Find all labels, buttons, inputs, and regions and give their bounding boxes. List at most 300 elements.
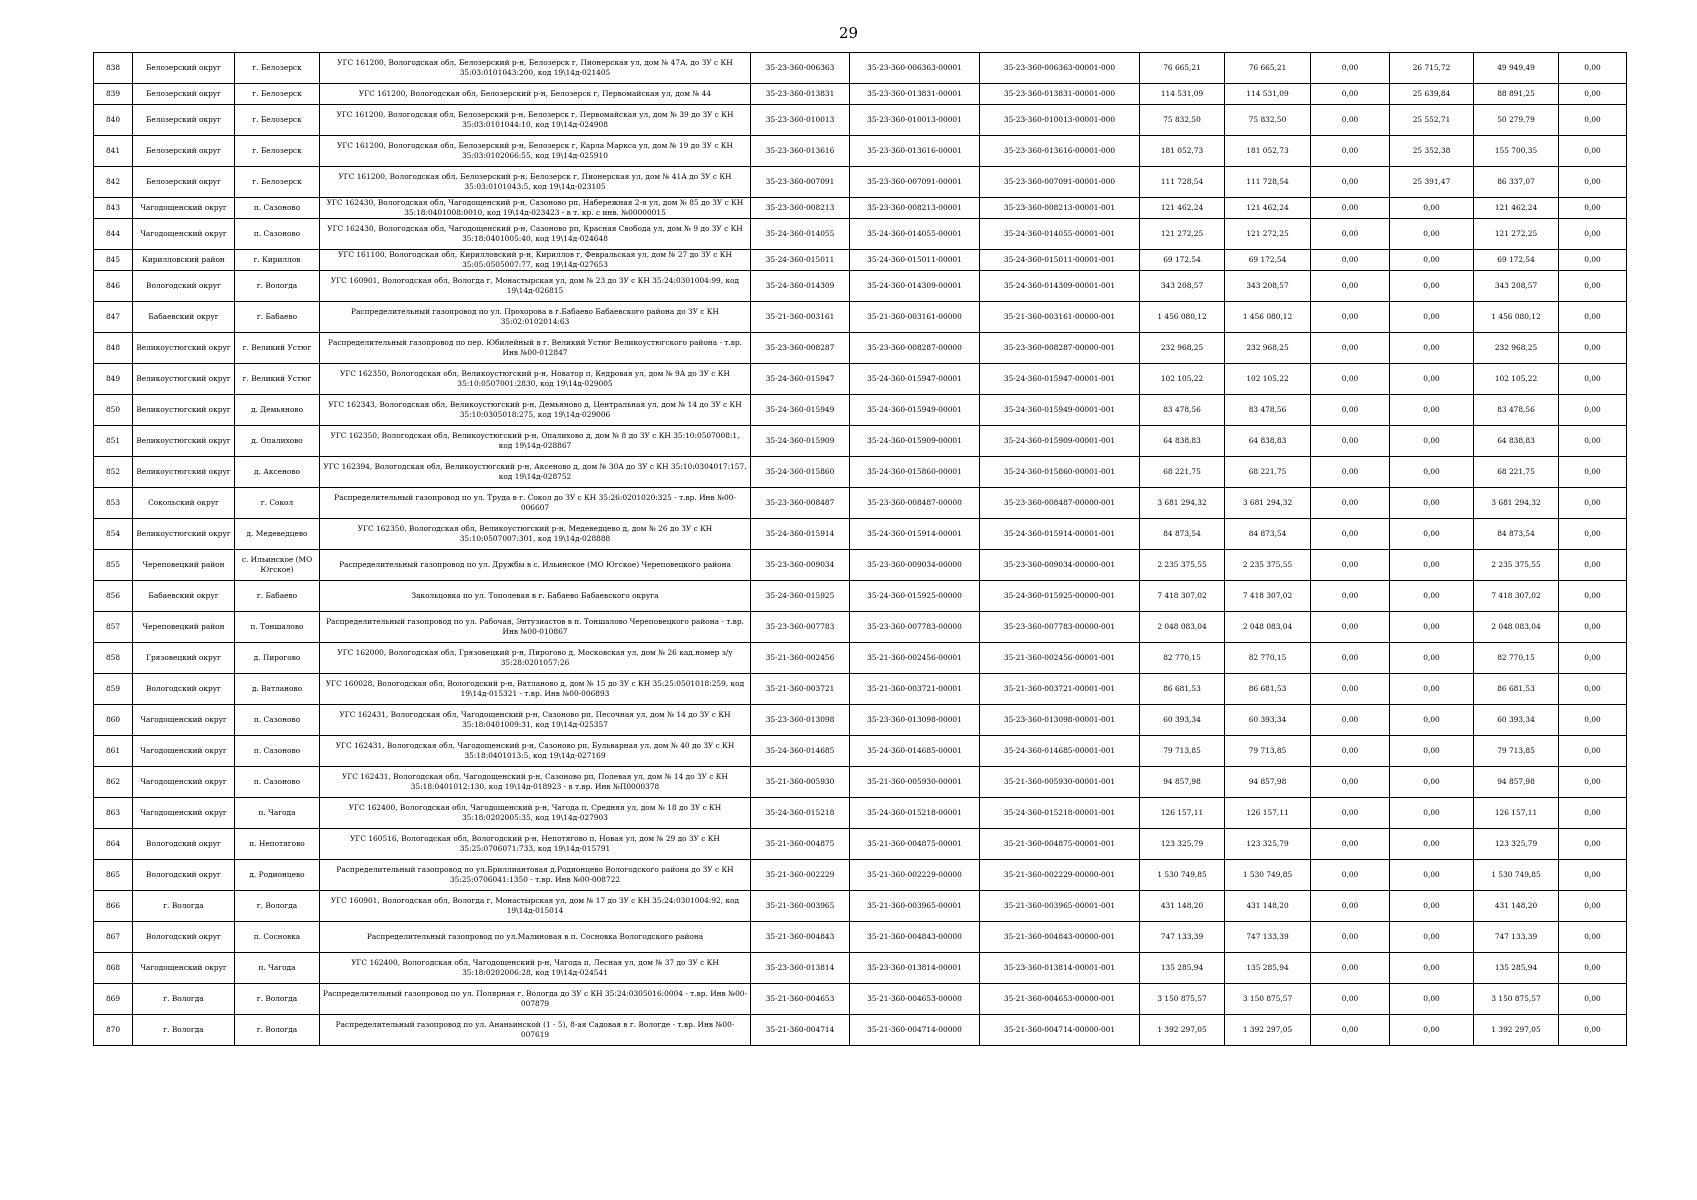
sub-object-code-cell: 35-24-360-015949-00001: [850, 395, 980, 426]
residual-value-cell: 232 968,25: [1474, 333, 1559, 364]
district-cell: Великоустюгский округ: [133, 333, 235, 364]
reserve-cell: 0,00: [1559, 891, 1627, 922]
item-code-cell: 35-24-360-015011-00001-001: [980, 250, 1140, 271]
reserve-cell: 0,00: [1559, 105, 1627, 136]
sub-object-code-cell: 35-23-360-007091-00001: [850, 167, 980, 198]
value-zero-cell: 0,00: [1311, 860, 1390, 891]
object-code-cell: 35-24-360-015860: [751, 457, 850, 488]
depreciation-cell: 0,00: [1390, 550, 1474, 581]
value-cell: 114 531,09: [1140, 84, 1225, 105]
residual-value-cell: 68 221,75: [1474, 457, 1559, 488]
value-cell: 1 392 297,05: [1140, 1015, 1225, 1046]
item-code-cell: 35-21-360-002229-00000-001: [980, 860, 1140, 891]
reserve-cell: 0,00: [1559, 612, 1627, 643]
reserve-cell: 0,00: [1559, 922, 1627, 953]
row-number-cell: 870: [94, 1015, 133, 1046]
address-cell: УГС 162431, Вологодская обл, Чагодощенский р-н, Сазоново рп, Песочная ул, дом № 14 до ЗУ с КН 35:18:0401009:31, код 19\14д-025357: [320, 705, 751, 736]
district-cell: Вологодский округ: [133, 922, 235, 953]
residual-value-cell: 431 148,20: [1474, 891, 1559, 922]
district-cell: Чагодощенский округ: [133, 798, 235, 829]
locality-cell: п. Сазоново: [235, 705, 320, 736]
object-code-cell: 35-23-360-007091: [751, 167, 850, 198]
item-code-cell: 35-24-360-015947-00001-001: [980, 364, 1140, 395]
depreciation-cell: 0,00: [1390, 984, 1474, 1015]
address-cell: Распределительный газопровод по ул. Дружбы в с. Ильинское (МО Югское) Череповецкого района: [320, 550, 751, 581]
sub-object-code-cell: 35-21-360-003721-00001: [850, 674, 980, 705]
district-cell: Бабаевский округ: [133, 302, 235, 333]
reserve-cell: 0,00: [1559, 302, 1627, 333]
value-zero-cell: 0,00: [1311, 364, 1390, 395]
table-row: [94, 643, 1627, 674]
depreciation-cell: 0,00: [1390, 736, 1474, 767]
locality-cell: г. Кириллов: [235, 250, 320, 271]
value-zero-cell: 0,00: [1311, 271, 1390, 302]
value-zero-cell: 0,00: [1311, 426, 1390, 457]
value-cell: 64 838,83: [1140, 426, 1225, 457]
locality-cell: п. Сазоново: [235, 198, 320, 219]
row-number-cell: 863: [94, 798, 133, 829]
reserve-cell: 0,00: [1559, 984, 1627, 1015]
object-code-cell: 35-24-360-015925: [751, 581, 850, 612]
residual-value-cell: 2 235 375,55: [1474, 550, 1559, 581]
depreciation-cell: 0,00: [1390, 860, 1474, 891]
district-cell: Белозерский округ: [133, 167, 235, 198]
depreciation-cell: 0,00: [1390, 519, 1474, 550]
object-code-cell: 35-24-360-015949: [751, 395, 850, 426]
address-cell: УГС 162343, Вологодская обл, Великоустюгский р-н, Демьяново д, Центральная ул, дом № 14 до ЗУ с КН 35:10:0305018:275, код 19\14д-029006: [320, 395, 751, 426]
item-code-cell: 35-23-360-008287-00000-001: [980, 333, 1140, 364]
assets-table: [93, 52, 1627, 1046]
row-number-cell: 858: [94, 643, 133, 674]
value-total-cell: 68 221,75: [1225, 457, 1311, 488]
table-row: [94, 581, 1627, 612]
residual-value-cell: 102 105,22: [1474, 364, 1559, 395]
row-number-cell: 854: [94, 519, 133, 550]
row-number-cell: 839: [94, 84, 133, 105]
value-cell: 232 968,25: [1140, 333, 1225, 364]
residual-value-cell: 86 337,07: [1474, 167, 1559, 198]
object-code-cell: 35-24-360-014685: [751, 736, 850, 767]
table-row: [94, 519, 1627, 550]
sub-object-code-cell: 35-21-360-002456-00001: [850, 643, 980, 674]
sub-object-code-cell: 35-23-360-013814-00001: [850, 953, 980, 984]
value-cell: 181 052,73: [1140, 136, 1225, 167]
value-zero-cell: 0,00: [1311, 167, 1390, 198]
row-number-cell: 845: [94, 250, 133, 271]
district-cell: Сокольский округ: [133, 488, 235, 519]
locality-cell: с. Ильинское (МО Югское): [235, 550, 320, 581]
residual-value-cell: 123 325,79: [1474, 829, 1559, 860]
locality-cell: г. Белозерск: [235, 53, 320, 84]
item-code-cell: 35-23-360-007091-00001-000: [980, 167, 1140, 198]
item-code-cell: 35-23-360-013831-00001-000: [980, 84, 1140, 105]
district-cell: Белозерский округ: [133, 105, 235, 136]
item-code-cell: 35-24-360-014055-00001-001: [980, 219, 1140, 250]
item-code-cell: 35-21-360-005930-00001-001: [980, 767, 1140, 798]
value-zero-cell: 0,00: [1311, 519, 1390, 550]
value-total-cell: 102 105,22: [1225, 364, 1311, 395]
value-cell: 69 172,54: [1140, 250, 1225, 271]
residual-value-cell: 84 873,54: [1474, 519, 1559, 550]
object-code-cell: 35-21-360-004653: [751, 984, 850, 1015]
item-code-cell: 35-23-360-007783-00000-001: [980, 612, 1140, 643]
value-total-cell: 7 418 307,02: [1225, 581, 1311, 612]
item-code-cell: 35-24-360-015925-00000-001: [980, 581, 1140, 612]
reserve-cell: 0,00: [1559, 364, 1627, 395]
residual-value-cell: 2 048 083,04: [1474, 612, 1559, 643]
value-total-cell: 121 272,25: [1225, 219, 1311, 250]
depreciation-cell: 0,00: [1390, 767, 1474, 798]
residual-value-cell: 86 681,53: [1474, 674, 1559, 705]
row-number-cell: 843: [94, 198, 133, 219]
sub-object-code-cell: 35-24-360-015909-00001: [850, 426, 980, 457]
depreciation-cell: 0,00: [1390, 643, 1474, 674]
depreciation-cell: 0,00: [1390, 395, 1474, 426]
residual-value-cell: 79 713,85: [1474, 736, 1559, 767]
district-cell: Череповецкий район: [133, 612, 235, 643]
residual-value-cell: 49 949,49: [1474, 53, 1559, 84]
item-code-cell: 35-23-360-009034-00000-001: [980, 550, 1140, 581]
value-total-cell: 3 681 294,32: [1225, 488, 1311, 519]
table-row: [94, 136, 1627, 167]
reserve-cell: 0,00: [1559, 829, 1627, 860]
locality-cell: п. Чагода: [235, 953, 320, 984]
value-total-cell: 111 728,54: [1225, 167, 1311, 198]
residual-value-cell: 135 285,94: [1474, 953, 1559, 984]
item-code-cell: 35-24-360-014309-00001-001: [980, 271, 1140, 302]
row-number-cell: 844: [94, 219, 133, 250]
value-cell: 1 456 080,12: [1140, 302, 1225, 333]
depreciation-cell: 0,00: [1390, 798, 1474, 829]
reserve-cell: 0,00: [1559, 705, 1627, 736]
table-row: [94, 860, 1627, 891]
address-cell: Распределительный газопровод по ул.Малиновая в п. Сосновка Вологодского района: [320, 922, 751, 953]
district-cell: Бабаевский округ: [133, 581, 235, 612]
depreciation-cell: 0,00: [1390, 426, 1474, 457]
row-number-cell: 855: [94, 550, 133, 581]
sub-object-code-cell: 35-23-360-013616-00001: [850, 136, 980, 167]
sub-object-code-cell: 35-21-360-004875-00001: [850, 829, 980, 860]
value-zero-cell: 0,00: [1311, 581, 1390, 612]
reserve-cell: 0,00: [1559, 395, 1627, 426]
value-cell: 343 208,57: [1140, 271, 1225, 302]
residual-value-cell: 121 462,24: [1474, 198, 1559, 219]
sub-object-code-cell: 35-23-360-013098-00001: [850, 705, 980, 736]
reserve-cell: 0,00: [1559, 674, 1627, 705]
locality-cell: г. Вологда: [235, 891, 320, 922]
district-cell: Вологодский округ: [133, 860, 235, 891]
value-total-cell: 83 478,56: [1225, 395, 1311, 426]
object-code-cell: 35-23-360-010013: [751, 105, 850, 136]
reserve-cell: 0,00: [1559, 333, 1627, 364]
item-code-cell: 35-23-360-013814-00001-001: [980, 953, 1140, 984]
locality-cell: г. Белозерск: [235, 84, 320, 105]
item-code-cell: 35-24-360-015218-00001-001: [980, 798, 1140, 829]
address-cell: УГС 162350, Вологодская обл, Великоустюгский р-н, Опалихово д, дом № 8 до ЗУ с КН 35:10:0507008:1, код 19\14д-028867: [320, 426, 751, 457]
locality-cell: г. Белозерск: [235, 136, 320, 167]
address-cell: УГС 161200, Вологодская обл, Белозерский р-н, Белозерск г, Пионерская ул, дом № 47А, до ЗУ с КН 35:03:0101043:200, код 19\14д-021405: [320, 53, 751, 84]
object-code-cell: 35-21-360-004875: [751, 829, 850, 860]
value-zero-cell: 0,00: [1311, 333, 1390, 364]
residual-value-cell: 50 279,79: [1474, 105, 1559, 136]
sub-object-code-cell: 35-24-360-015218-00001: [850, 798, 980, 829]
table-row: [94, 84, 1627, 105]
value-zero-cell: 0,00: [1311, 488, 1390, 519]
table-row: [94, 457, 1627, 488]
value-total-cell: 1 530 749,85: [1225, 860, 1311, 891]
address-cell: Распределительный газопровод по ул.Бриллиантовая д.Родионцево Вологодского района до ЗУ с КН 35:25:0706041:1350 - т.вр. Инв №00-008722: [320, 860, 751, 891]
reserve-cell: 0,00: [1559, 550, 1627, 581]
address-cell: УГС 162431, Вологодская обл, Чагодощенский р-н, Сазоново рп, Бульварная ул, дом № 40 до ЗУ с КН 35:18:0401013:5, код 19\14д-027169: [320, 736, 751, 767]
value-cell: 3 681 294,32: [1140, 488, 1225, 519]
table-row: [94, 271, 1627, 302]
depreciation-cell: 0,00: [1390, 457, 1474, 488]
table-row: [94, 426, 1627, 457]
address-cell: Распределительный газопровод по ул. Полярная г. Вологда до ЗУ с КН 35:24:0305016:0004 - т.вр. Инв №00-007879: [320, 984, 751, 1015]
depreciation-cell: 0,00: [1390, 922, 1474, 953]
value-zero-cell: 0,00: [1311, 198, 1390, 219]
value-cell: 135 285,94: [1140, 953, 1225, 984]
object-code-cell: 35-23-360-013098: [751, 705, 850, 736]
object-code-cell: 35-21-360-004714: [751, 1015, 850, 1046]
table-row: [94, 891, 1627, 922]
value-total-cell: 60 393,34: [1225, 705, 1311, 736]
address-cell: УГС 160901, Вологодская обл, Вологда г, Монастырская ул, дом № 23 до ЗУ с КН 35:24:0301004:99, код 19\14д-026815: [320, 271, 751, 302]
row-number-cell: 849: [94, 364, 133, 395]
row-number-cell: 848: [94, 333, 133, 364]
value-cell: 82 770,15: [1140, 643, 1225, 674]
depreciation-cell: 0,00: [1390, 302, 1474, 333]
value-cell: 126 157,11: [1140, 798, 1225, 829]
depreciation-cell: 0,00: [1390, 674, 1474, 705]
locality-cell: г. Вологда: [235, 271, 320, 302]
reserve-cell: 0,00: [1559, 136, 1627, 167]
district-cell: г. Вологда: [133, 984, 235, 1015]
depreciation-cell: 0,00: [1390, 198, 1474, 219]
depreciation-cell: 0,00: [1390, 829, 1474, 860]
locality-cell: г. Вологда: [235, 1015, 320, 1046]
district-cell: Кирилловский район: [133, 250, 235, 271]
object-code-cell: 35-24-360-015909: [751, 426, 850, 457]
value-cell: 84 873,54: [1140, 519, 1225, 550]
address-cell: УГС 162430, Вологодская обл, Чагодощенский р-н, Сазоново рп, Красная Свобода ул, дом № 9 до ЗУ с КН 35:18:0401005:40, код 19\14д-024648: [320, 219, 751, 250]
value-zero-cell: 0,00: [1311, 395, 1390, 426]
value-zero-cell: 0,00: [1311, 891, 1390, 922]
object-code-cell: 35-21-360-003161: [751, 302, 850, 333]
reserve-cell: 0,00: [1559, 219, 1627, 250]
locality-cell: д. Медеведцево: [235, 519, 320, 550]
value-total-cell: 1 392 297,05: [1225, 1015, 1311, 1046]
item-code-cell: 35-23-360-010013-00001-000: [980, 105, 1140, 136]
value-zero-cell: 0,00: [1311, 302, 1390, 333]
address-cell: УГС 161200, Вологодская обл, Белозерский р-н, Белозерск г, Первомайская ул, дом № 39 до ЗУ с КН 35:03:0101044:10, код 19\14д-024908: [320, 105, 751, 136]
row-number-cell: 852: [94, 457, 133, 488]
residual-value-cell: 7 418 307,02: [1474, 581, 1559, 612]
reserve-cell: 0,00: [1559, 1015, 1627, 1046]
sub-object-code-cell: 35-24-360-015925-00000: [850, 581, 980, 612]
locality-cell: г. Великий Устюг: [235, 364, 320, 395]
value-cell: 123 325,79: [1140, 829, 1225, 860]
district-cell: Грязовецкий округ: [133, 643, 235, 674]
object-code-cell: 35-23-360-008287: [751, 333, 850, 364]
object-code-cell: 35-21-360-003965: [751, 891, 850, 922]
district-cell: Белозерский округ: [133, 84, 235, 105]
locality-cell: г. Великий Устюг: [235, 333, 320, 364]
value-cell: 1 530 749,85: [1140, 860, 1225, 891]
item-code-cell: 35-24-360-015914-00001-001: [980, 519, 1140, 550]
value-total-cell: 84 873,54: [1225, 519, 1311, 550]
locality-cell: д. Опалихово: [235, 426, 320, 457]
page-number: 29: [838, 24, 859, 42]
value-cell: 7 418 307,02: [1140, 581, 1225, 612]
depreciation-cell: 0,00: [1390, 705, 1474, 736]
object-code-cell: 35-21-360-002229: [751, 860, 850, 891]
value-total-cell: 114 531,09: [1225, 84, 1311, 105]
value-total-cell: 82 770,15: [1225, 643, 1311, 674]
address-cell: Закольцовка по ул. Тополевая в г. Бабаево Бабаевского округа: [320, 581, 751, 612]
address-cell: УГС 161200, Вологодская обл, Белозерский р-н, Белозерск г, Карла Маркса ул, дом № 19 до ЗУ с КН 35:03:0102066:55, код 19\14д-025910: [320, 136, 751, 167]
depreciation-cell: 25 552,71: [1390, 105, 1474, 136]
address-cell: Распределительный газопровод по ул. Прохорова в г.Бабаево Бабаевского района до ЗУ с КН 35:02:0102014:63: [320, 302, 751, 333]
district-cell: Череповецкий район: [133, 550, 235, 581]
reserve-cell: 0,00: [1559, 250, 1627, 271]
district-cell: Чагодощенский округ: [133, 953, 235, 984]
object-code-cell: 35-21-360-003721: [751, 674, 850, 705]
table-row: [94, 736, 1627, 767]
residual-value-cell: 69 172,54: [1474, 250, 1559, 271]
object-code-cell: 35-23-360-008487: [751, 488, 850, 519]
depreciation-cell: 0,00: [1390, 364, 1474, 395]
district-cell: Чагодощенский округ: [133, 736, 235, 767]
address-cell: Распределительный газопровод по ул. Рабочая, Энтузиастов в п. Тоншалово Череповецкого района - т.вр. Инв №00-010867: [320, 612, 751, 643]
value-total-cell: 232 968,25: [1225, 333, 1311, 364]
address-cell: Распределительный газопровод по ул. Ананьинской (1 - 5), 8-ая Садовая в г. Вологде - т.вр. Инв №00-007619: [320, 1015, 751, 1046]
reserve-cell: 0,00: [1559, 860, 1627, 891]
address-cell: УГС 162431, Вологодская обл, Чагодощенский р-н, Сазоново рп, Полевая ул, дом № 14 до ЗУ с КН 35:18:0401012:130, код 19\14д-018923 - в т.вр. Инв №П0000378: [320, 767, 751, 798]
row-number-cell: 869: [94, 984, 133, 1015]
locality-cell: г. Бабаево: [235, 581, 320, 612]
row-number-cell: 846: [94, 271, 133, 302]
object-code-cell: 35-23-360-006363: [751, 53, 850, 84]
sub-object-code-cell: 35-24-360-014055-00001: [850, 219, 980, 250]
residual-value-cell: 60 393,34: [1474, 705, 1559, 736]
reserve-cell: 0,00: [1559, 488, 1627, 519]
sub-object-code-cell: 35-24-360-015011-00001: [850, 250, 980, 271]
value-total-cell: 123 325,79: [1225, 829, 1311, 860]
table-row: [94, 364, 1627, 395]
sub-object-code-cell: 35-24-360-015914-00001: [850, 519, 980, 550]
value-cell: 75 832,50: [1140, 105, 1225, 136]
residual-value-cell: 343 208,57: [1474, 271, 1559, 302]
table-row: [94, 395, 1627, 426]
residual-value-cell: 3 150 875,57: [1474, 984, 1559, 1015]
depreciation-cell: 25 391,47: [1390, 167, 1474, 198]
item-code-cell: 35-21-360-003721-00001-001: [980, 674, 1140, 705]
value-total-cell: 3 150 875,57: [1225, 984, 1311, 1015]
locality-cell: г. Сокол: [235, 488, 320, 519]
row-number-cell: 860: [94, 705, 133, 736]
reserve-cell: 0,00: [1559, 167, 1627, 198]
reserve-cell: 0,00: [1559, 271, 1627, 302]
table-row: [94, 53, 1627, 84]
value-total-cell: 431 148,20: [1225, 891, 1311, 922]
table-row: [94, 612, 1627, 643]
locality-cell: п. Сазоново: [235, 736, 320, 767]
reserve-cell: 0,00: [1559, 643, 1627, 674]
value-total-cell: 64 838,83: [1225, 426, 1311, 457]
depreciation-cell: 26 715,72: [1390, 53, 1474, 84]
row-number-cell: 861: [94, 736, 133, 767]
table-row: [94, 953, 1627, 984]
value-total-cell: 121 462,24: [1225, 198, 1311, 219]
value-zero-cell: 0,00: [1311, 457, 1390, 488]
table-row: [94, 922, 1627, 953]
value-zero-cell: 0,00: [1311, 798, 1390, 829]
district-cell: Великоустюгский округ: [133, 395, 235, 426]
value-zero-cell: 0,00: [1311, 953, 1390, 984]
locality-cell: п. Сазоново: [235, 219, 320, 250]
object-code-cell: 35-21-360-002456: [751, 643, 850, 674]
value-cell: 86 681,53: [1140, 674, 1225, 705]
value-total-cell: 94 857,98: [1225, 767, 1311, 798]
district-cell: Вологодский округ: [133, 271, 235, 302]
table-row: [94, 333, 1627, 364]
table-row: [94, 302, 1627, 333]
sub-object-code-cell: 35-21-360-005930-00001: [850, 767, 980, 798]
district-cell: г. Вологда: [133, 891, 235, 922]
sub-object-code-cell: 35-23-360-013831-00001: [850, 84, 980, 105]
depreciation-cell: 0,00: [1390, 581, 1474, 612]
address-cell: Распределительный газопровод по ул. Труда в г. Сокол до ЗУ с КН 35:26:0201020:325 - т.вр. Инв №00-006607: [320, 488, 751, 519]
item-code-cell: 35-23-360-008213-00001-001: [980, 198, 1140, 219]
value-zero-cell: 0,00: [1311, 84, 1390, 105]
value-zero-cell: 0,00: [1311, 643, 1390, 674]
item-code-cell: 35-21-360-004714-00000-001: [980, 1015, 1140, 1046]
item-code-cell: 35-21-360-003965-00001-001: [980, 891, 1140, 922]
value-cell: 60 393,34: [1140, 705, 1225, 736]
address-cell: УГС 162350, Вологодская обл, Великоустюгский р-н, Новатор п, Кедровая ул, дом № 9А до ЗУ с КН 35:10:0507001:2830, код 19\14д-029005: [320, 364, 751, 395]
sub-object-code-cell: 35-23-360-008287-00000: [850, 333, 980, 364]
object-code-cell: 35-23-360-007783: [751, 612, 850, 643]
reserve-cell: 0,00: [1559, 953, 1627, 984]
value-total-cell: 747 133,39: [1225, 922, 1311, 953]
residual-value-cell: 1 392 297,05: [1474, 1015, 1559, 1046]
residual-value-cell: 155 700,35: [1474, 136, 1559, 167]
table-row: [94, 198, 1627, 219]
sub-object-code-cell: 35-24-360-014685-00001: [850, 736, 980, 767]
item-code-cell: 35-24-360-014685-00001-001: [980, 736, 1140, 767]
row-number-cell: 853: [94, 488, 133, 519]
address-cell: УГС 161200, Вологодская обл, Белозерский р-н, Белозерск г, Первомайская ул, дом № 44: [320, 84, 751, 105]
locality-cell: п. Чагода: [235, 798, 320, 829]
address-cell: УГС 160516, Вологодская обл, Вологодский р-н, Непотягово п, Новая ул, дом № 29 до ЗУ с КН 35:25:0706071:733, код 19\14д-015791: [320, 829, 751, 860]
depreciation-cell: 0,00: [1390, 1015, 1474, 1046]
locality-cell: г. Вологда: [235, 984, 320, 1015]
residual-value-cell: 94 857,98: [1474, 767, 1559, 798]
value-total-cell: 343 208,57: [1225, 271, 1311, 302]
address-cell: УГС 162400, Вологодская обл, Чагодощенский р-н, Чагода п, Лесная ул, дом № 37 до ЗУ с КН 35:18:0202006:28, код 19\14д-024541: [320, 953, 751, 984]
sub-object-code-cell: 35-21-360-004714-00000: [850, 1015, 980, 1046]
depreciation-cell: 0,00: [1390, 333, 1474, 364]
table-row: [94, 674, 1627, 705]
item-code-cell: 35-24-360-015860-00001-001: [980, 457, 1140, 488]
row-number-cell: 866: [94, 891, 133, 922]
value-total-cell: 181 052,73: [1225, 136, 1311, 167]
district-cell: г. Вологда: [133, 1015, 235, 1046]
depreciation-cell: 0,00: [1390, 891, 1474, 922]
sub-object-code-cell: 35-24-360-015860-00001: [850, 457, 980, 488]
sub-object-code-cell: 35-23-360-009034-00000: [850, 550, 980, 581]
